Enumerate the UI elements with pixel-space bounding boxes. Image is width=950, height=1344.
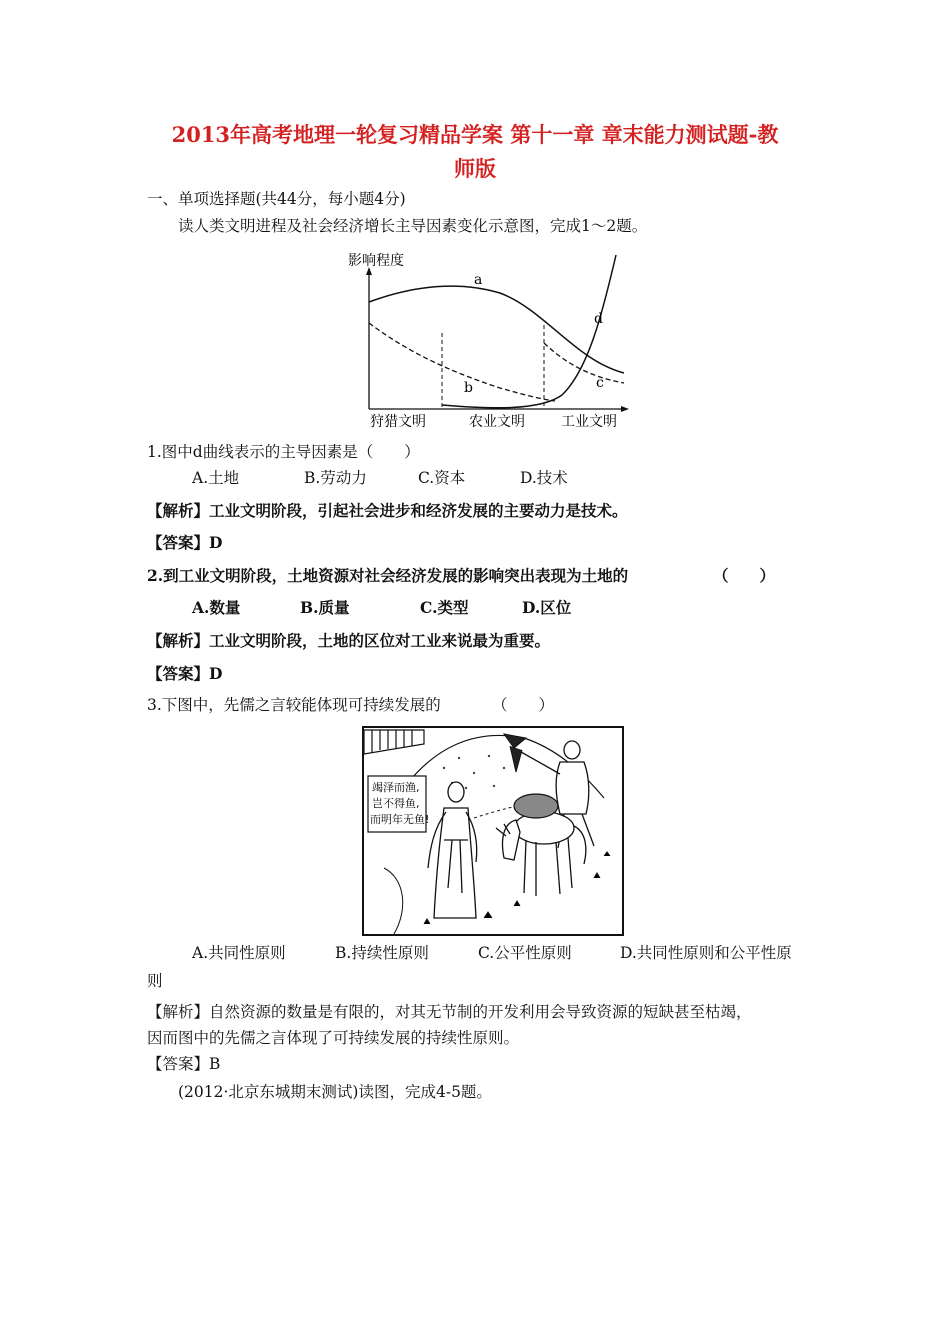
intro-text-1: 读人类文明进程及社会经济增长主导因素变化示意图，完成1～2题。	[178, 217, 648, 235]
question-1-stem: 1.图中d曲线表示的主导因素是（ ）	[147, 443, 420, 461]
document-title-line-2: 师版	[454, 156, 496, 181]
question-2-stem: 2.到工业文明阶段，土地资源对社会经济发展的影响突出表现为土地的	[147, 566, 629, 585]
question-2-paren: （ ）	[713, 566, 776, 585]
question-2-analysis: 【解析】工业文明阶段，土地的区位对工业来说最为重要。	[147, 631, 551, 650]
q3-option-a: A.共同性原则	[192, 944, 286, 962]
document-title-line-1: 2013年高考地理一轮复习精品学案 第十一章 章末能力测试题-教	[171, 122, 779, 147]
question-1-answer: 【答案】D	[147, 533, 223, 552]
curve-a	[369, 286, 624, 373]
q1-option-c: C.资本	[418, 469, 466, 487]
question-3-analysis-line-1: 【解析】自然资源的数量是有限的，对其无节制的开发利用会导致资源的短缺甚至枯竭，	[147, 1003, 752, 1021]
roof-tiles	[364, 730, 424, 754]
q3-option-b: B.持续性原则	[335, 944, 429, 962]
q2-option-c: C.类型	[420, 598, 469, 617]
y-axis-label: 影响程度	[348, 253, 404, 269]
speech-line-3: 而明年无鱼!	[370, 813, 430, 826]
section-heading: 一、单项选择题(共44分，每小题4分)	[147, 190, 406, 208]
question-3-options-wrap: 则	[147, 972, 163, 990]
curve-label-a: a	[474, 272, 483, 288]
q2-option-a: A.数量	[192, 598, 241, 617]
civilization-factor-diagram	[340, 245, 640, 435]
stage-label-hunting: 狩猎文明	[370, 414, 426, 430]
donkey-figure	[496, 812, 586, 896]
question-1-analysis: 【解析】工业文明阶段，引起社会进步和经济发展的主要动力是技术。	[147, 501, 628, 520]
question-2-options	[192, 597, 692, 619]
stage-label-agriculture: 农业文明	[469, 414, 525, 430]
curve-b	[369, 323, 555, 401]
fish-basket	[514, 794, 558, 818]
question-3-answer: 【答案】B	[147, 1055, 221, 1073]
question-2-answer: 【答案】D	[147, 664, 223, 683]
scholar-cartoon-illustration	[362, 726, 624, 936]
curve-label-b: b	[464, 380, 473, 396]
q1-option-d: D.技术	[520, 469, 568, 487]
curve-label-c: c	[596, 375, 604, 391]
q1-option-a: A.土地	[192, 469, 240, 487]
scholar-figure	[428, 782, 477, 918]
q2-option-b: B.质量	[300, 598, 350, 617]
speech-line-1: 竭泽而渔,	[372, 781, 420, 794]
tree-trunk	[384, 868, 403, 934]
x-axis-arrow	[621, 406, 629, 412]
question-3-paren: （ ）	[492, 696, 555, 714]
q2-option-d: D.区位	[522, 598, 572, 617]
question-3-options	[192, 942, 812, 964]
question-3-stem: 3.下图中，先儒之言较能体现可持续发展的	[147, 696, 441, 714]
intro-text-2: (2012·北京东城期末测试)读图，完成4-5题。	[178, 1083, 492, 1101]
q3-option-d: D.共同性原则和公平性原	[620, 944, 792, 962]
question-3-analysis-line-2: 因而图中的先儒之言体现了可持续发展的持续性原则。	[147, 1029, 520, 1047]
q3-option-c: C.公平性原则	[478, 944, 572, 962]
stage-label-industry: 工业文明	[561, 414, 617, 430]
speech-line-2: 岂不得鱼,	[372, 797, 420, 810]
q1-option-b: B.劳动力	[304, 469, 367, 487]
curve-label-d: d	[594, 311, 603, 327]
question-1-options	[192, 467, 692, 489]
